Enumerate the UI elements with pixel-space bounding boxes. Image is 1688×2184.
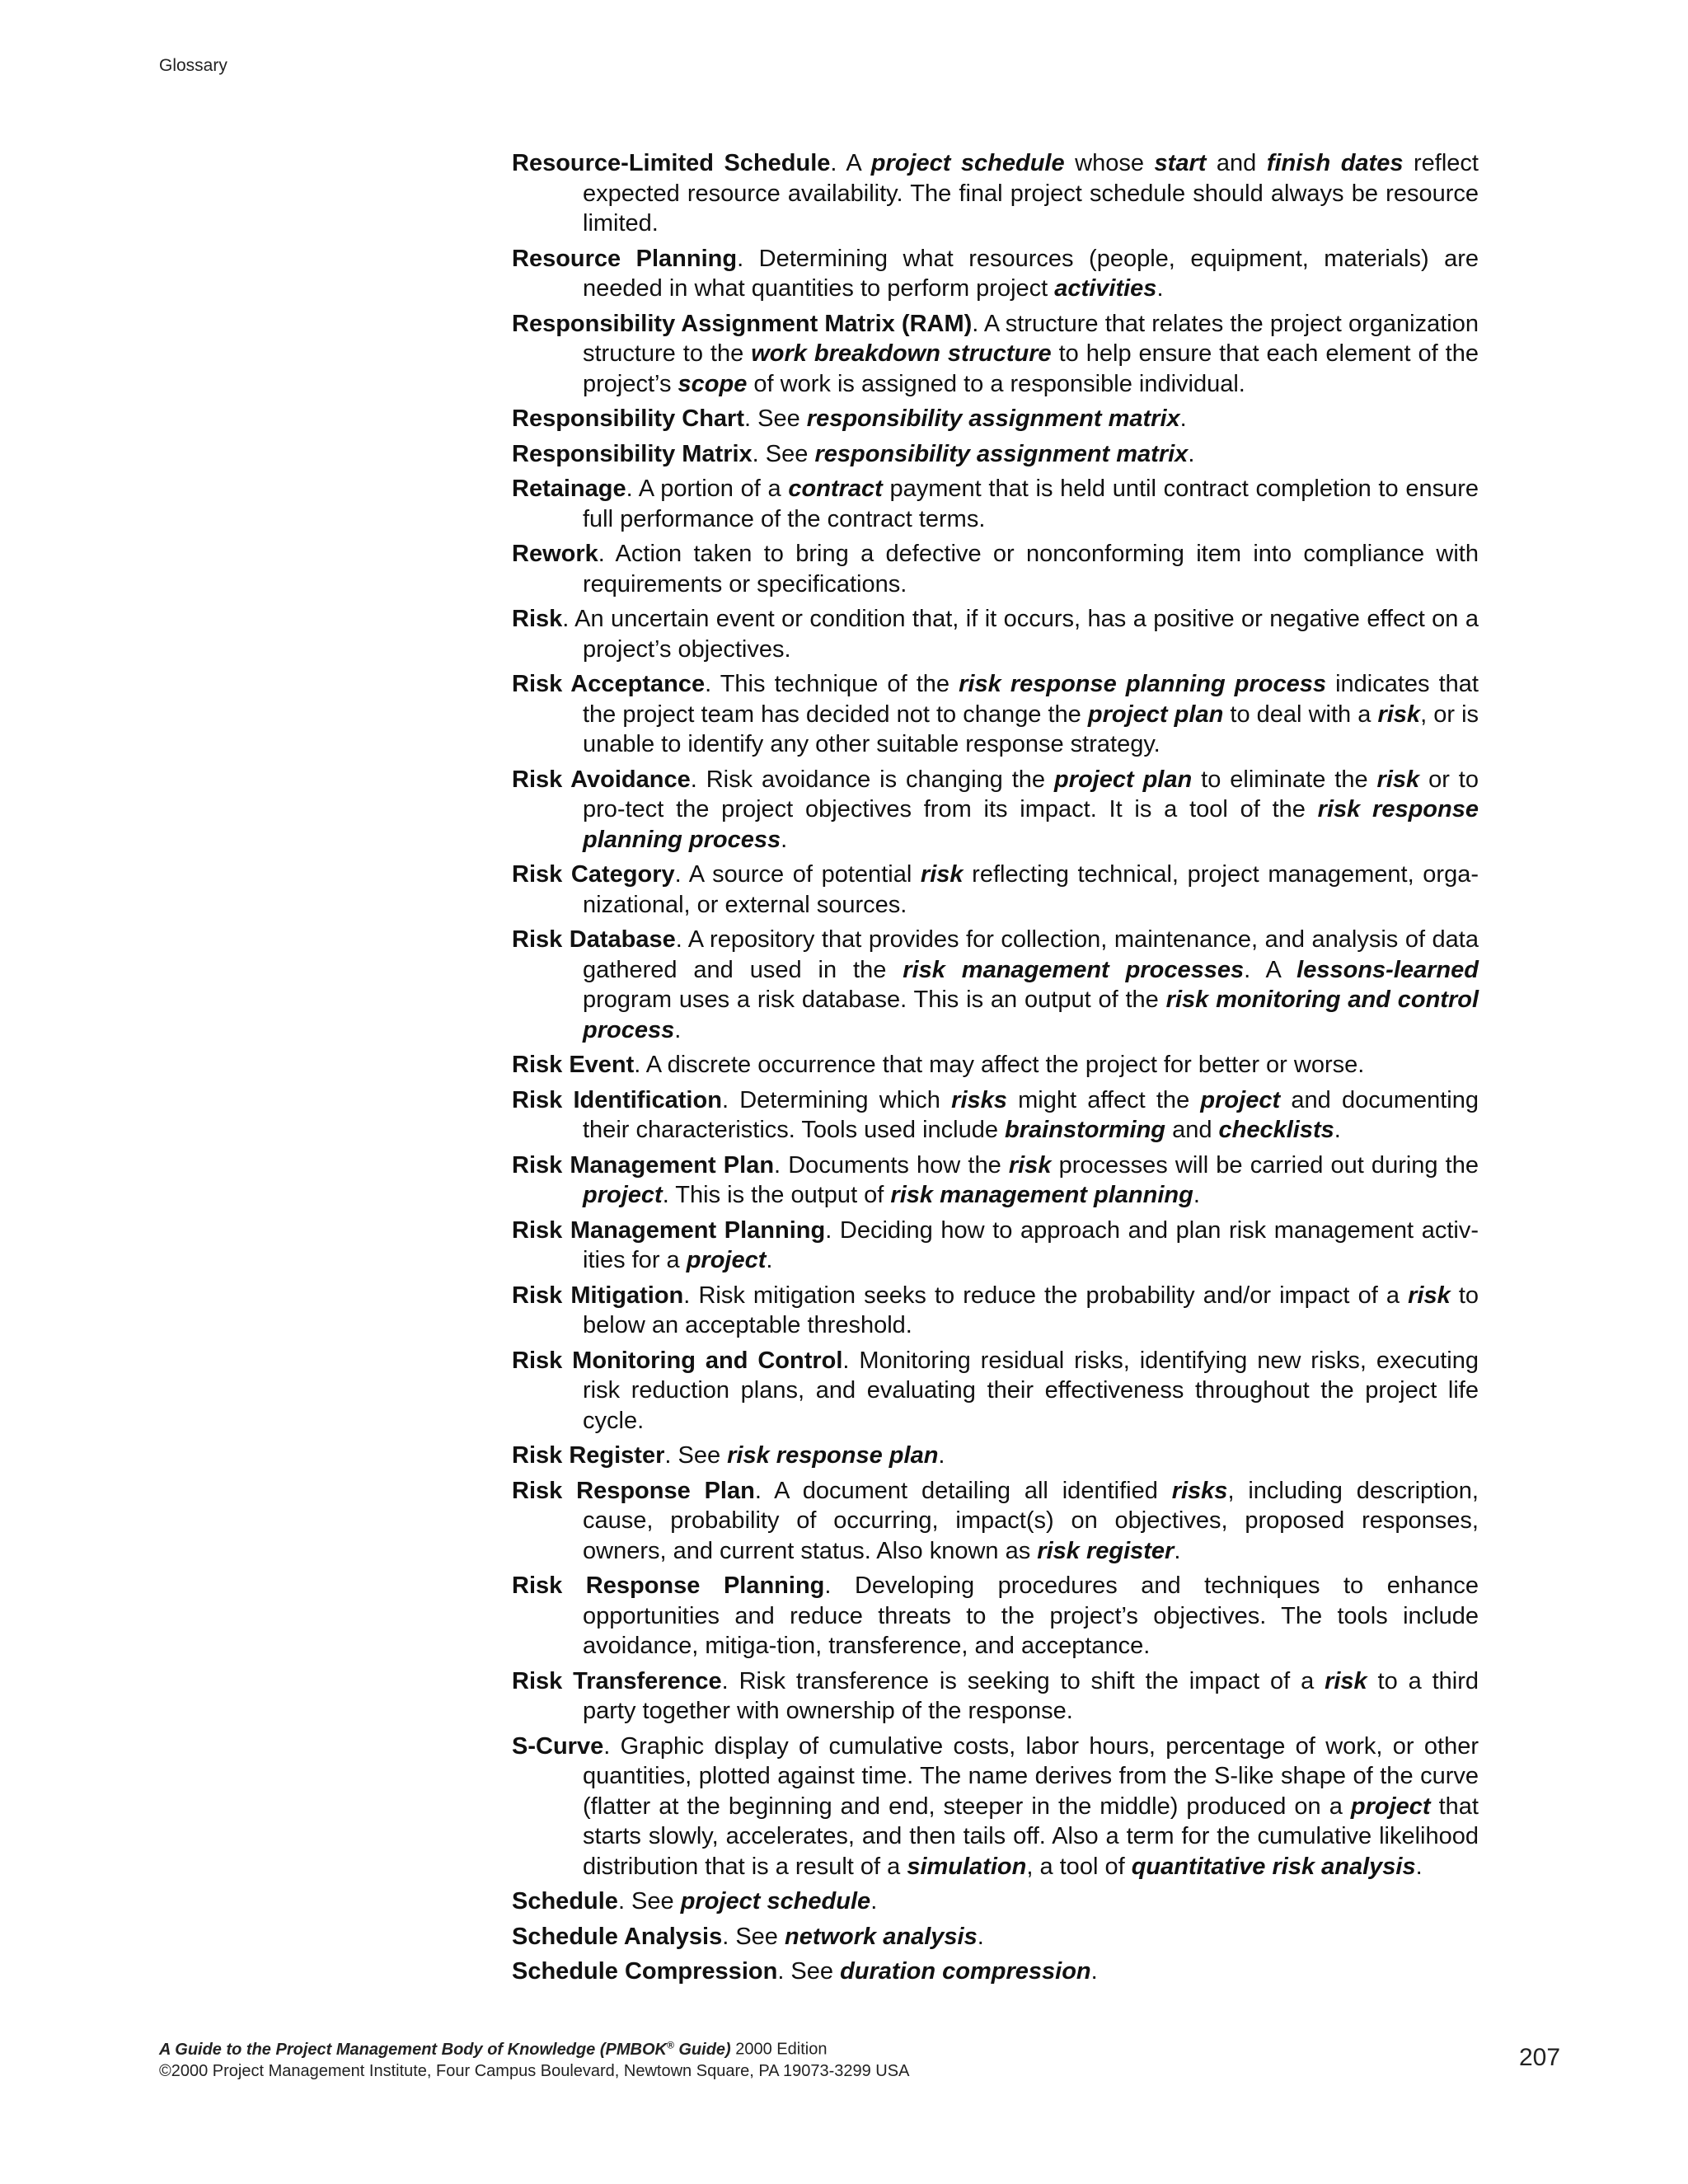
definition-text: indicates that the project team has decided not to change the	[583, 671, 1479, 728]
definition-text: . See	[752, 440, 815, 467]
glossary-term: Risk Response Plan	[512, 1477, 755, 1504]
cross-reference: risk	[1325, 1667, 1367, 1694]
definition-text: , or is unable to identify any other suitable response strategy.	[583, 701, 1479, 757]
glossary-term: Risk Avoidance	[512, 766, 691, 793]
cross-reference: project	[686, 1247, 767, 1273]
definition-text: to below an acceptable threshold.	[583, 1282, 1479, 1338]
glossary-term: Responsibility Assignment Matrix (RAM)	[512, 310, 973, 337]
cross-reference: project plan	[1087, 701, 1224, 728]
glossary-entry	[512, 309, 1479, 400]
glossary-entry	[512, 1441, 1479, 1471]
glossary-list	[512, 148, 1479, 1992]
definition-text: , a tool of	[1026, 1853, 1132, 1880]
definition-text: .	[1179, 405, 1187, 432]
cross-reference: project plan	[1053, 766, 1193, 793]
definition-text: of work is assigned to a responsible individual.	[747, 370, 1245, 397]
definition-text: .	[781, 826, 788, 853]
footer-copyright: ©2000 Project Management Institute, Four Campus Boulevard, Newtown Square, PA 19073-3299 USA	[159, 2061, 910, 2080]
page-footer	[159, 2034, 909, 2082]
definition-text: . A portion of a	[626, 476, 789, 502]
glossary-entry	[512, 925, 1479, 1045]
glossary-term: Resource Planning	[512, 245, 738, 272]
footer-book-line	[159, 2034, 909, 2060]
definition-text: . A discrete occurrence that may affect the project for better or worse.	[634, 1052, 1365, 1078]
glossary-term: Risk Identification	[512, 1086, 722, 1113]
definition-text: . Graphic display of cumulative costs, labor hours, percentage of work, or other quantities, plotted against time. The name derives from the S-like shape of the curve (flatter at the beginning and end, steeper in the middle) produced on a	[583, 1732, 1479, 1820]
glossary-term: Resource-Limited Schedule	[512, 150, 831, 176]
cross-reference: project schedule	[870, 150, 1065, 176]
definition-text: .	[1334, 1117, 1341, 1143]
glossary-term: Schedule Compression	[512, 1958, 778, 1985]
definition-text: . See	[744, 405, 807, 432]
definition-text: to a third party together with ownership of the response.	[583, 1667, 1479, 1724]
cross-reference: risk	[920, 861, 964, 888]
definition-text: . Developing procedures and techniques to enhance opportunities and reduce threats to the project’s objectives. The tools include avoidance, mitiga-tion, transference, and acceptance.	[583, 1572, 1479, 1659]
definition-text: . Monitoring residual risks, identifying new risks, executing risk reduction plans, and evaluating their effectiveness throughout the project life cycle.	[583, 1347, 1479, 1434]
definition-text: . Determining which	[721, 1086, 952, 1113]
glossary-term: Risk Transference	[512, 1667, 722, 1694]
definition-text: .	[870, 1888, 878, 1915]
definition-text: and documenting their characteristics. Tools used include	[583, 1086, 1479, 1143]
book-title-end: Guide)	[673, 2040, 731, 2059]
glossary-term: Risk Management Planning	[512, 1216, 826, 1244]
definition-text: payment that is held until contract completion to ensure full performance of the contract terms.	[583, 476, 1479, 532]
definition-text: . Documents how the	[774, 1151, 1009, 1179]
cross-reference: duration compression	[840, 1958, 1091, 1985]
glossary-term: Schedule Analysis	[512, 1923, 723, 1950]
definition-text: . A structure that relates the project organization structure to the	[583, 310, 1479, 367]
definition-text: . Deciding how to approach and plan risk management activ-ities for a	[583, 1216, 1479, 1273]
glossary-term: Risk Event	[512, 1052, 635, 1078]
definition-text: . An uncertain event or condition that, if it occurs, has a positive or negative effect on a project’s objectives.	[562, 606, 1479, 663]
cross-reference: project	[1350, 1793, 1431, 1820]
definition-text: to eliminate the	[1192, 766, 1377, 793]
glossary-entry	[512, 1216, 1479, 1276]
cross-reference: responsibility assignment matrix	[814, 440, 1189, 467]
glossary-entry	[512, 244, 1479, 304]
definition-text: . See	[777, 1958, 841, 1985]
footer-edition: 2000 Edition	[730, 2040, 828, 2059]
glossary-entry	[512, 1050, 1479, 1080]
definition-text: .	[674, 1016, 682, 1043]
glossary-term: Risk Response Planning	[512, 1572, 825, 1599]
glossary-entry	[512, 1476, 1479, 1567]
definition-text: to deal with a	[1223, 701, 1378, 728]
definition-text: . A	[1244, 956, 1297, 983]
definition-text: . Risk avoidance is changing the	[690, 766, 1054, 793]
cross-reference: contract	[788, 476, 883, 502]
glossary-entry	[512, 604, 1479, 664]
cross-reference: checklists	[1218, 1117, 1334, 1143]
glossary-entry	[512, 1281, 1479, 1341]
registered-mark: ®	[666, 2039, 674, 2050]
glossary-entry	[512, 1346, 1479, 1436]
definition-text: or to pro-tect the project objectives from its impact. It is a tool of the	[583, 766, 1479, 823]
glossary-term: Risk Management Plan	[512, 1151, 775, 1179]
cross-reference: risk	[1376, 766, 1420, 793]
definition-text: whose	[1064, 150, 1155, 176]
definition-text: .	[766, 1247, 773, 1273]
glossary-entry	[512, 404, 1479, 434]
page-number: 207	[1519, 2044, 1561, 2071]
definition-text: . See	[617, 1888, 681, 1915]
cross-reference: project	[1200, 1086, 1281, 1113]
definition-text: reflect expected resource availability. The final project schedule should always be resource limited.	[583, 150, 1479, 237]
cross-reference: start	[1154, 150, 1207, 176]
glossary-entry	[512, 1886, 1479, 1917]
glossary-entry	[512, 1151, 1479, 1211]
glossary-term: Risk Mitigation	[512, 1282, 684, 1309]
glossary-entry	[512, 148, 1479, 239]
cross-reference: risks	[1171, 1477, 1228, 1504]
definition-text: that starts slowly, accelerates, and then tails off. Also a term for the cumulative likelihood distribution that is a result of a	[583, 1793, 1479, 1880]
glossary-entry	[512, 1922, 1479, 1952]
cross-reference: risk response planning process	[583, 796, 1479, 853]
definition-text: . A document detailing all identified	[754, 1477, 1172, 1504]
glossary-term: Responsibility Matrix	[512, 440, 753, 467]
glossary-term: Retainage	[512, 476, 626, 502]
glossary-entry	[512, 1957, 1479, 1987]
glossary-entry	[512, 860, 1479, 920]
cross-reference: quantitative risk analysis	[1131, 1853, 1416, 1880]
cross-reference: risk monitoring and control process	[583, 987, 1479, 1043]
cross-reference: risk management processes	[903, 956, 1245, 983]
glossary-entry	[512, 1085, 1479, 1146]
definition-text: . This technique of the	[705, 671, 959, 697]
definition-text: and	[1165, 1117, 1219, 1143]
definition-text: . Determining what resources (people, equipment, materials) are needed in what quantities to perform project	[583, 245, 1479, 302]
definition-text: .	[1188, 440, 1195, 467]
definition-text: . A repository that provides for collection, maintenance, and analysis of data gathered and used in the	[583, 926, 1479, 983]
cross-reference: brainstorming	[1005, 1117, 1166, 1143]
cross-reference: risks	[951, 1086, 1007, 1113]
definition-text: . Action taken to bring a defective or nonconforming item into compliance with requirements or specifications.	[583, 541, 1479, 598]
cross-reference: network analysis	[784, 1923, 978, 1950]
glossary-entry	[512, 765, 1479, 855]
definition-text: . See	[664, 1442, 728, 1469]
definition-text: to help ensure that each element of the project’s	[583, 340, 1479, 397]
cross-reference: risk register	[1037, 1537, 1175, 1564]
glossary-term: Risk Category	[512, 861, 675, 888]
cross-reference: risk response plan	[727, 1442, 939, 1469]
glossary-entry	[512, 1666, 1479, 1727]
definition-text: .	[1156, 275, 1164, 302]
definition-text: . Risk transference is seeking to shift the impact of a	[721, 1667, 1325, 1694]
glossary-term: Risk Monitoring and Control	[512, 1347, 843, 1374]
glossary-entry	[512, 669, 1479, 760]
running-head: Glossary	[159, 56, 227, 75]
cross-reference: scope	[678, 370, 748, 397]
cross-reference: risk	[1408, 1282, 1451, 1309]
glossary-term: Risk	[512, 606, 563, 632]
glossary-term: Responsibility Chart	[512, 405, 744, 432]
definition-text: .	[977, 1923, 984, 1950]
definition-text: .	[1174, 1537, 1181, 1564]
definition-text: . A source of potential	[674, 861, 921, 888]
definition-text: reflecting technical, project management, orga-nizational, or external sources.	[583, 861, 1479, 918]
definition-text: .	[1090, 1958, 1098, 1985]
cross-reference: simulation	[907, 1853, 1027, 1880]
glossary-entry	[512, 1571, 1479, 1661]
glossary-entry	[512, 539, 1479, 599]
glossary-term: S-Curve	[512, 1732, 604, 1760]
glossary-term: Schedule	[512, 1888, 618, 1915]
definition-text: , including description, cause, probability of occurring, impact(s) on objectives, proposed responses, owners, and current status. Also known as	[583, 1477, 1479, 1564]
glossary-entry	[512, 439, 1479, 470]
definition-text: and	[1206, 150, 1267, 176]
cross-reference: work breakdown structure	[751, 340, 1052, 367]
footer-book-title	[159, 2041, 731, 2059]
cross-reference: lessons-learned	[1296, 956, 1479, 983]
definition-text: .	[1415, 1853, 1423, 1880]
cross-reference: activities	[1054, 275, 1157, 302]
cross-reference: risk	[1008, 1151, 1052, 1179]
glossary-entry	[512, 474, 1479, 534]
definition-text: processes will be carried out during the	[1051, 1151, 1479, 1179]
definition-text: .	[1193, 1182, 1200, 1208]
cross-reference: finish dates	[1266, 150, 1404, 176]
definition-text: . A	[830, 150, 871, 176]
book-title-text: A Guide to the Project Management Body of Knowledge (PMBOK	[159, 2040, 667, 2059]
glossary-term: Risk Database	[512, 926, 676, 953]
definition-text: . See	[722, 1923, 785, 1950]
glossary-entry	[512, 1732, 1479, 1882]
cross-reference: responsibility assignment matrix	[806, 405, 1180, 432]
cross-reference: risk	[1377, 701, 1421, 728]
glossary-term: Risk Acceptance	[512, 671, 706, 697]
definition-text: . This is the output of	[662, 1182, 891, 1208]
definition-text: . Risk mitigation seeks to reduce the probability and/or impact of a	[683, 1282, 1409, 1309]
cross-reference: risk management planning	[890, 1182, 1193, 1208]
cross-reference: project schedule	[680, 1888, 871, 1915]
definition-text: .	[938, 1442, 945, 1469]
glossary-term: Rework	[512, 541, 598, 567]
definition-text: program uses a risk database. This is an output of the	[583, 987, 1166, 1013]
glossary-term: Risk Register	[512, 1442, 665, 1469]
definition-text: might affect the	[1006, 1086, 1201, 1113]
cross-reference: risk response planning process	[959, 671, 1326, 697]
cross-reference: project	[583, 1182, 663, 1208]
